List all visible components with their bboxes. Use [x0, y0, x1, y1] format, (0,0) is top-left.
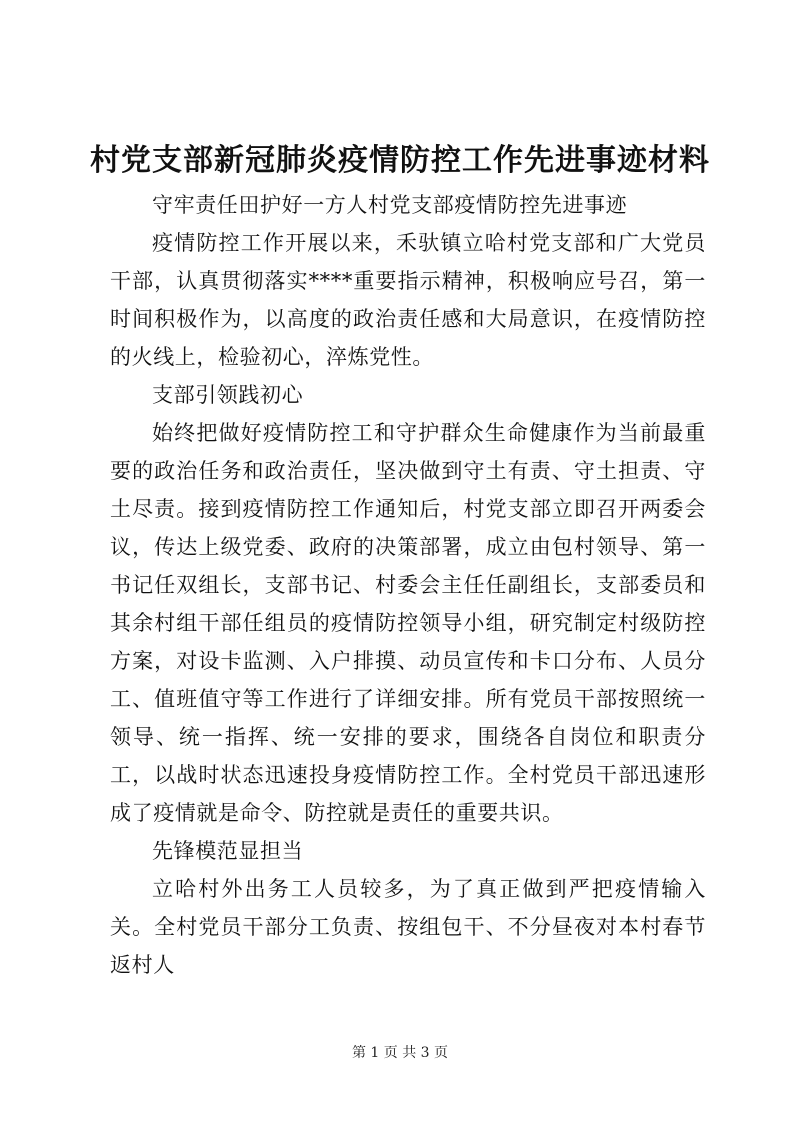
document-title: 村党支部新冠肺炎疫情防控工作先进事迹材料	[90, 143, 710, 178]
paragraph-intro: 疫情防控工作开展以来，禾驮镇立哈村党支部和广大党员干部，认真贯彻落实****重要指示精神，积极响应号召，第一时间积极作为，以高度的政治责任感和大局意识，在疫情防控的火线上，检验初心，淬炼党性。	[110, 231, 706, 369]
paragraph-branch: 始终把做好疫情防控工和守护群众生命健康作为当前最重要的政治任务和政治责任，坚决做到守土有责、守土担责、守土尽责。接到疫情防控工作通知后，村党支部立即召开两委会议，传达上级党委、政府的决策部署，成立由包村领导、第一书记任双组长，支部书记、村委会主任任副组长，支部委员和其余村组干部任组员的疫情防控领导小组，研究制定村级防控方案，对设卡监测、入户排摸、动员宣传和卡口分布、人员分工、值班值守等工作进行了详细安排。所有党员干部按照统一领导、统一指挥、统一安排的要求，围绕各自岗位和职责分工，以战时状态迅速投身疫情防控工作。全村党员干部迅速形成了疫情就是命令、防控就是责任的重要共识。	[110, 421, 706, 825]
section-heading-branch: 支部引领践初心	[152, 383, 304, 407]
section-heading-vanguard: 先锋模范显担当	[152, 839, 304, 863]
paragraph-vanguard: 立哈村外出务工人员较多，为了真正做到严把疫情输入关。全村党员干部分工负责、按组包干、不分昼夜对本村春节返村人	[110, 877, 706, 977]
subtitle: 守牢责任田护好一方人村党支部疫情防控先进事迹	[152, 193, 628, 217]
page-footer: 第 1 页 共 3 页	[351, 1045, 449, 1061]
document-body	[110, 186, 706, 984]
